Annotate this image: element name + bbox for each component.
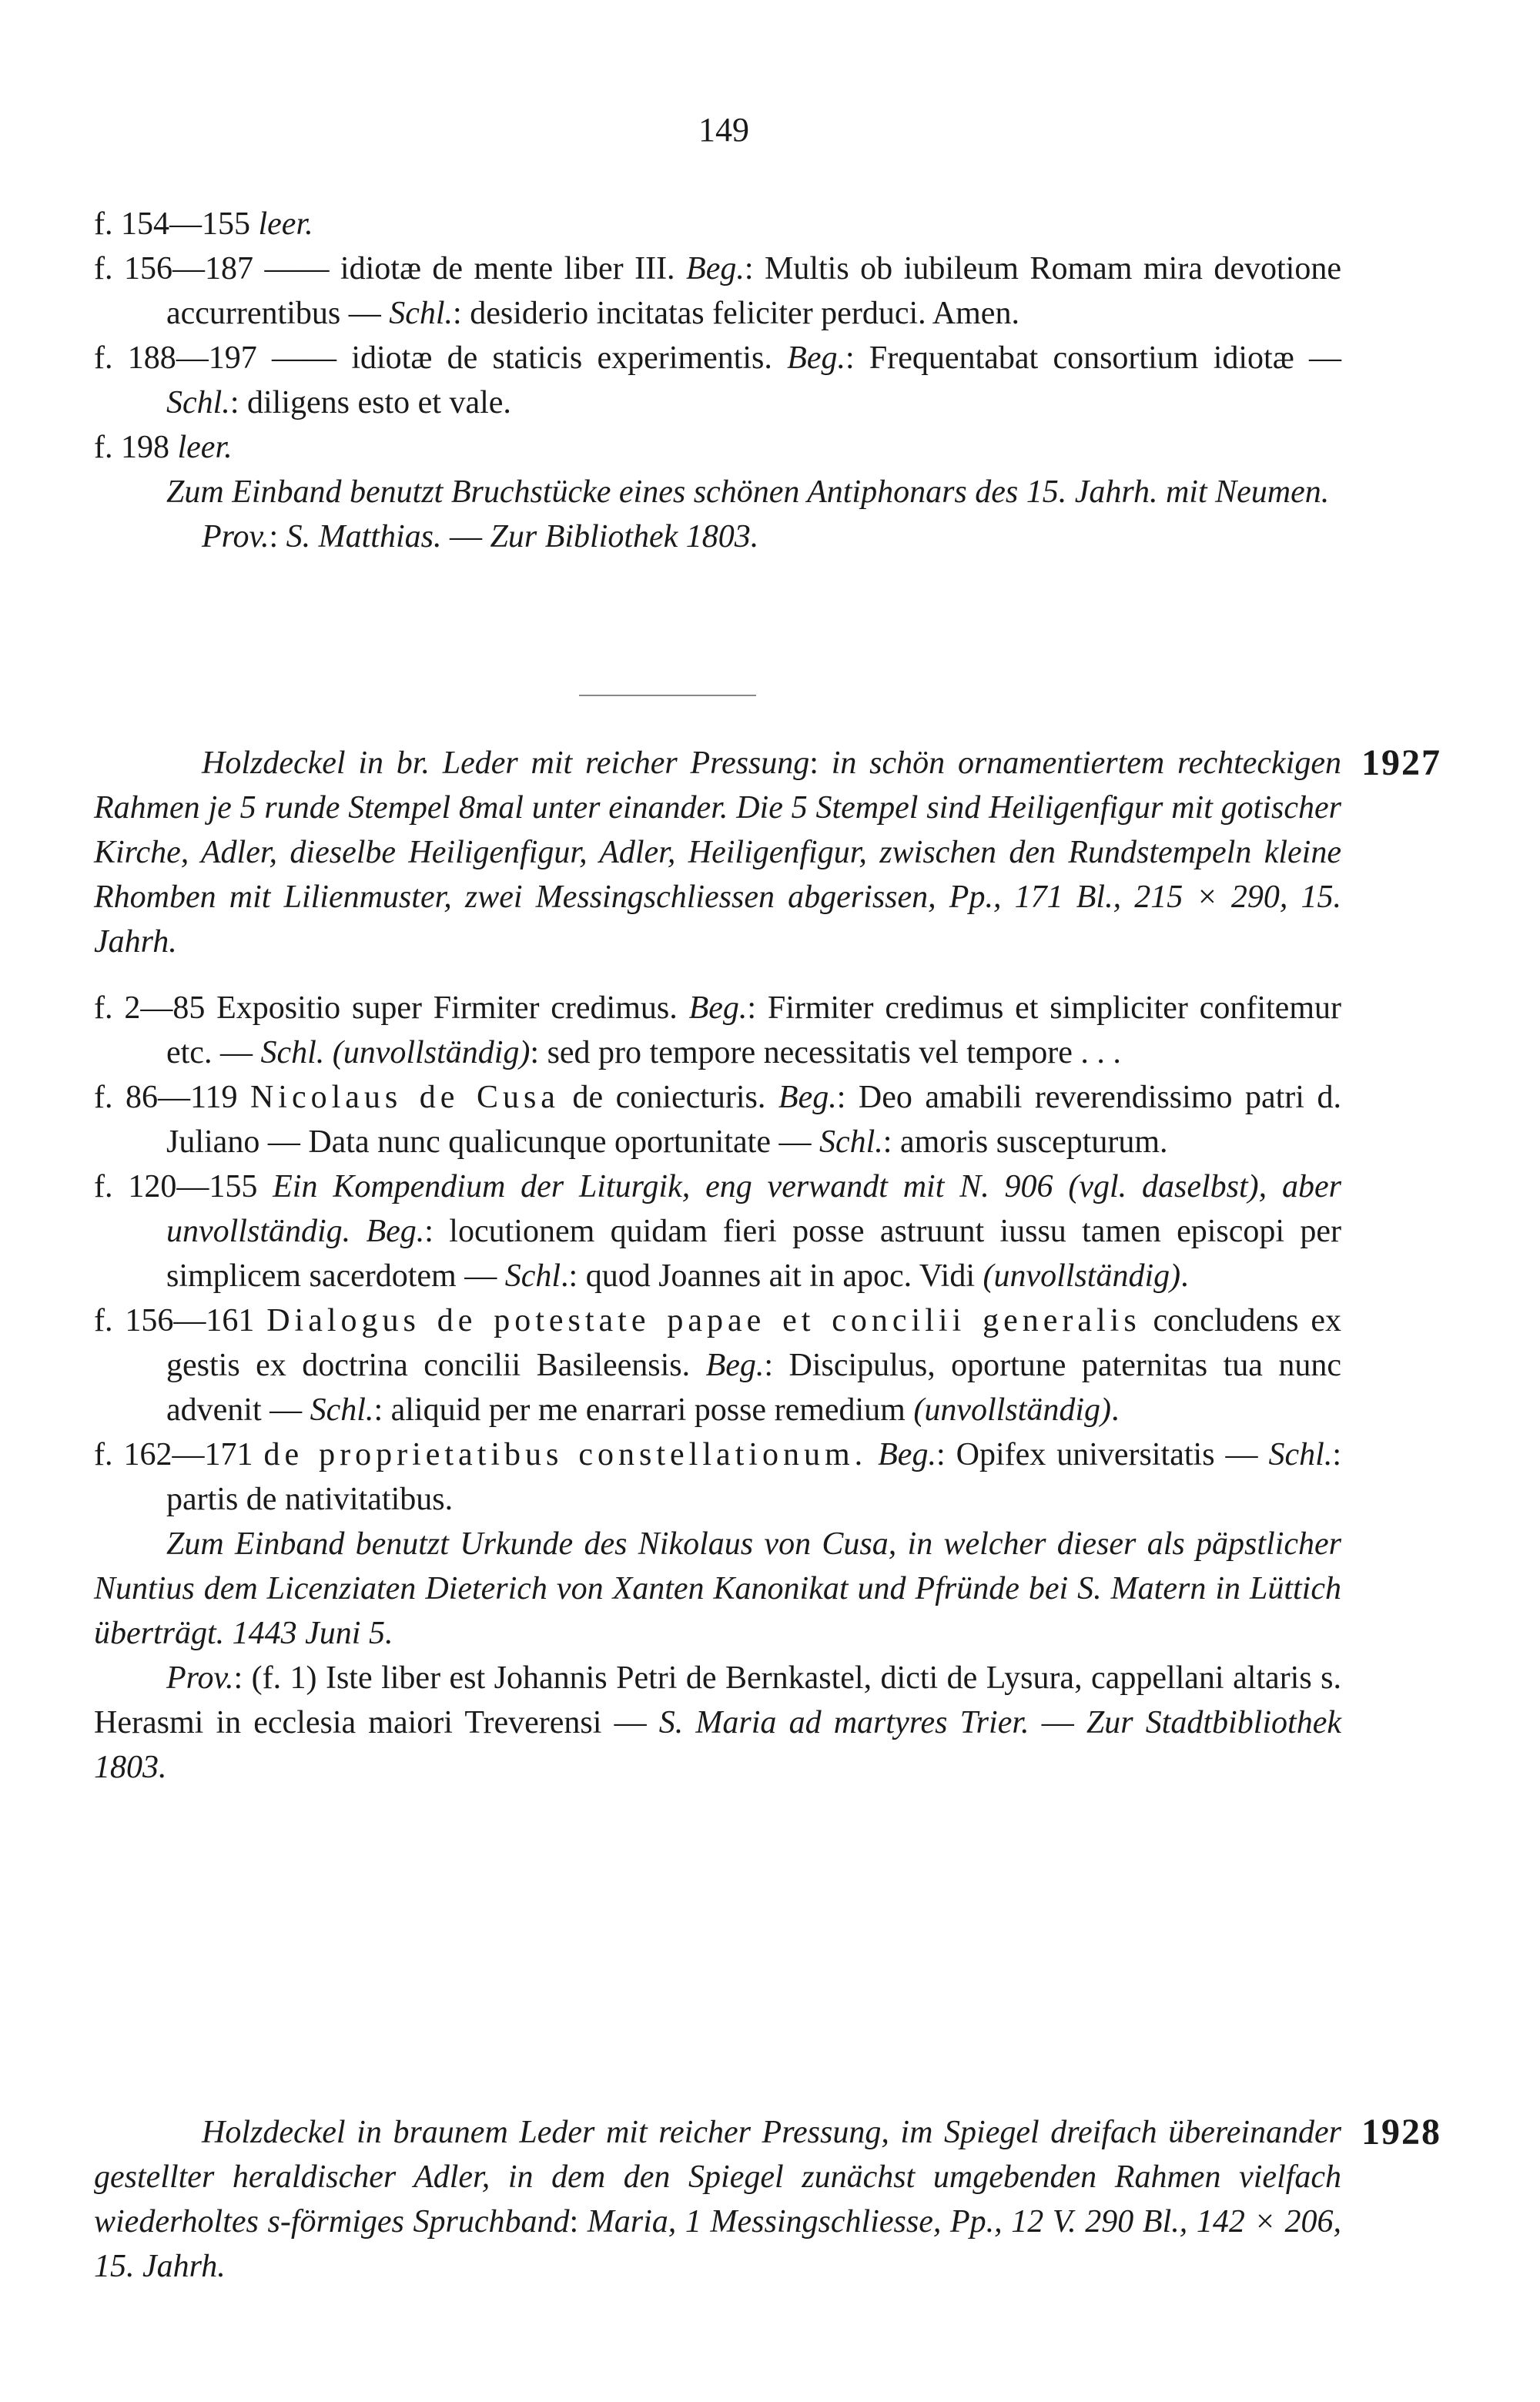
entry-1927-folio-entry <box>94 986 1341 1075</box>
entry-1927 <box>94 741 1341 1790</box>
folio-range: f. 162—171 <box>94 1437 264 1472</box>
folio-content: leer. <box>258 206 313 242</box>
folio-range: f. 156—161 <box>94 1303 267 1338</box>
section-a-lines <box>94 202 1341 470</box>
folio-content: —— idiotæ de mente liber III. Beg.: Multis ob iubileum Romam mira devotione accurrentibus — Schl.: desiderio incitatas feliciter perduci. Amen. <box>166 251 1341 331</box>
separator-rule <box>579 695 756 696</box>
entry-1927-description: Holzdeckel in br. Leder mit reicher Pressung: in schön ornamentiertem rechteckigen Rahmen je 5 runde Stempel 8mal unter einander. Die 5 Stempel sind Heiligenfigur mit gotischer Kirche, Adler, dieselbe Heiligenfigur, Adler, Heiligenfigur, zwischen den Rundstempeln kleine Rhomben mit Lilienmuster, zwei Messingschliessen abgerissen, Pp., 171 Bl., 215 × 290, 15. Jahrh. <box>94 745 1341 960</box>
entry-1927-provenance: Prov.: (f. 1) Iste liber est Johannis Petri de Bernkastel, dicti de Lysura, cappellani altaris s. Herasmi in ecclesia maiori Treverensi — S. Maria ad martyres Trier. — Zur Stadtbibliothek 1803. <box>94 1660 1341 1785</box>
folio-range: f. 154—155 <box>94 206 259 242</box>
folio-range: f. 198 <box>94 430 178 465</box>
folio-content: —— idiotæ de staticis experimentis. Beg.: Frequentabat consortium idiotæ — Schl.: diligens esto et vale. <box>166 340 1341 420</box>
folio-range: f. 120—155 <box>94 1169 273 1204</box>
entry-1928 <box>94 2110 1341 2289</box>
section-a <box>94 202 1341 559</box>
section-a-folio-entry <box>94 202 1341 246</box>
folio-content: de proprietatibus constellationum. Beg.: Opifex universitatis — Schl.: partis de nativitatibus. <box>166 1437 1341 1517</box>
folio-content: Ein Kompendium der Liturgik, eng verwandt mit N. 906 (vgl. daselbst), aber unvollständig. Beg.: locutionem quidam fieri posse astruunt iussu tamen episcopi per simplicem sacerdotem — Schl.: quod Joannes ait in apoc. Vidi (unvollständig). <box>166 1169 1341 1294</box>
folio-range: f. 2—85 <box>94 990 217 1026</box>
entry-1927-folio-entry <box>94 1432 1341 1522</box>
entry-number-1927: 1927 <box>1361 742 1441 783</box>
section-a-folio-entry <box>94 336 1341 425</box>
folio-range: f. 188—197 <box>94 340 273 376</box>
entry-1927-binding-note: Zum Einband benutzt Urkunde des Nikolaus von Cusa, in welcher dieser als päpstlicher Nuntius dem Licenziaten Dieterich von Xanten Kanonikat und Pfründe bei S. Matern in Lüttich überträgt. 1443 Juni 5. <box>94 1526 1341 1651</box>
entry-1927-folio-entry <box>94 1075 1341 1164</box>
folio-content: leer. <box>177 430 233 465</box>
entry-1927-lines <box>94 986 1341 1522</box>
section-a-folio-entry <box>94 246 1341 336</box>
section-a-folio-entry <box>94 425 1341 470</box>
section-a-binding-note: Zum Einband benutzt Bruchstücke eines schönen Antiphonars des 15. Jahrh. mit Neumen. <box>166 474 1330 510</box>
folio-content: Expositio super Firmiter credimus. Beg.: Firmiter credimus et simpliciter confitemur etc. — Schl. (unvollständig): sed pro tempore necessitatis vel tempore . . . <box>166 990 1341 1070</box>
entry-number-1928: 1928 <box>1361 2112 1441 2152</box>
section-a-provenance: Prov.: S. Matthias. — Zur Bibliothek 1803. <box>202 519 759 554</box>
page-number: 149 <box>698 111 749 149</box>
folio-range: f. 86—119 <box>94 1080 250 1115</box>
entry-1927-folio-entry <box>94 1164 1341 1298</box>
folio-range: f. 156—187 <box>94 251 265 286</box>
entry-1927-folio-entry <box>94 1298 1341 1432</box>
folio-content: Dialogus de potestate papae et concilii generalis concludens ex gestis ex doctrina concilii Basileensis. Beg.: Discipulus, oportune paternitas tua nunc advenit — Schl.: aliquid per me enarrari posse remedium (unvollständig). <box>166 1303 1341 1428</box>
entry-1928-description: Holzdeckel in braunem Leder mit reicher Pressung, im Spiegel dreifach übereinander gestellter heraldischer Adler, in dem den Spiegel zunächst umgebenden Rahmen vielfach wiederholtes s-förmiges Spruchband: Maria, 1 Messingschliesse, Pp., 12 V. 290 Bl., 142 × 206, 15. Jahrh. <box>94 2115 1341 2284</box>
folio-content: Nicolaus de Cusa de coniecturis. Beg.: Deo amabili reverendissimo patri d. Juliano — Data nunc qualicunque oportunitate — Schl.: amoris suscepturum. <box>166 1080 1341 1160</box>
